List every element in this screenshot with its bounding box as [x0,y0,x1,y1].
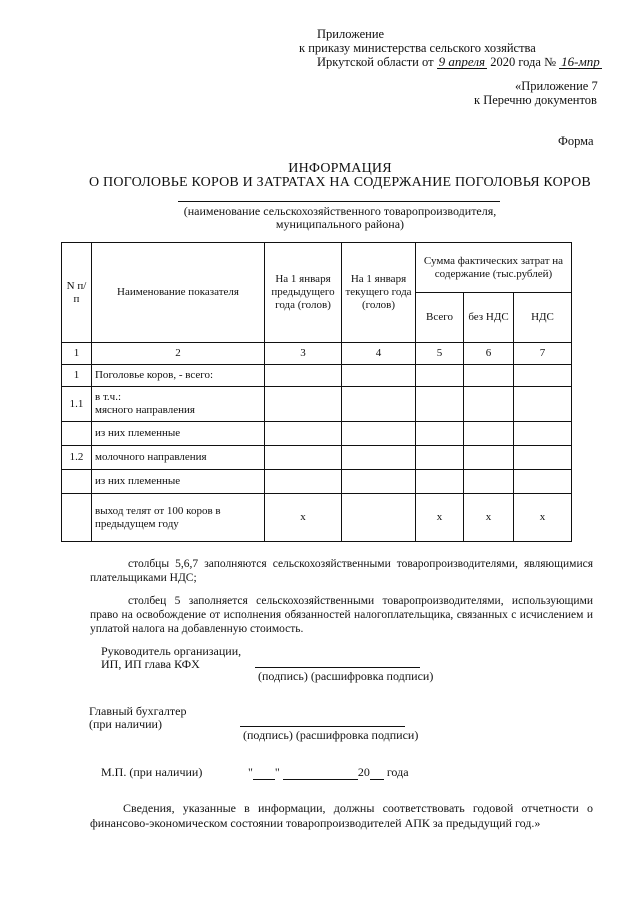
org-caption-2: муниципального района) [275,217,405,231]
cell-no-vat [464,470,514,494]
accountant-signature-caption: (подпись) (расшифровка подписи) [243,728,419,742]
header-total: Всего [416,293,464,343]
cell-no-vat [464,365,514,387]
header-vat: НДС [514,293,572,343]
row-name: из них племенные [92,470,265,494]
note-column-5: столбец 5 заполняется сельскохозяйственными товаропроизводителями, использующими право на освобождение от исполнения обязанностей налогоплательщика, связанных с исчислением и уплатой налога на добавленную стоимость. [90,595,593,635]
org-caption-1: (наименование сельскохозяйственного товаропроизводителя, [183,204,497,218]
cell-vat [514,446,572,470]
table-row [62,494,572,542]
stamp-label: М.П. (при наличии) [101,765,203,779]
col-number: 5 [416,343,464,365]
row-num: 1.2 [62,446,92,470]
appendix-list: к Перечню документов [474,93,597,107]
header-name: Наименование показателя [92,243,265,343]
row-name: молочного направления [92,446,265,470]
cell-total [416,446,464,470]
row-name-prefix: в т.ч.: [95,391,122,403]
row-num [62,470,92,494]
col-number: 7 [514,343,572,365]
cell-cur-year [342,422,416,446]
cell-cur-year [342,494,416,542]
cell-vat [514,422,572,446]
cell-total [416,422,464,446]
column-numbers-row [62,343,572,365]
row-num [62,494,92,542]
cell-total [416,387,464,422]
day-blank [253,765,275,780]
row-name: из них племенные [92,422,265,446]
form-label: Форма [558,134,594,148]
cell-prev-year [265,422,342,446]
cell-prev-year [265,446,342,470]
head-label-1: Руководитель организации, [101,644,242,658]
header-appendix: Приложение [317,27,385,41]
header-order: к приказу министерства сельского хозяйства [299,41,536,55]
title-info: ИНФОРМАЦИЯ [288,161,392,176]
cell-cur-year [342,365,416,387]
row-num: 1 [62,365,92,387]
row-name: Поголовье коров, - всего: [92,365,265,387]
cell-cur-year [342,387,416,422]
handwritten-number: 16-мпр [561,54,600,69]
year-suffix: года [386,765,409,779]
header-costs: Сумма фактических затрат на содержание (тыс.рублей) [416,243,572,293]
table-row [62,446,572,470]
cell-total [416,470,464,494]
cell-no-vat [464,446,514,470]
head-signature-caption: (подпись) (расшифровка подписи) [258,669,434,683]
org-name-line [178,201,500,202]
header-cur-year: На 1 января текущего года (голов) [342,243,416,343]
title-subtitle: О ПОГОЛОВЬЕ КОРОВ И ЗАТРАТАХ НА СОДЕРЖАНИЕ ПОГОЛОВЬЯ КОРОВ [89,175,591,190]
table-row [62,365,572,387]
table-row [62,422,572,446]
cell-total: x [416,494,464,542]
appendix-7: «Приложение 7 [515,79,598,93]
header-no-vat: без НДС [464,293,514,343]
month-blank [283,765,358,780]
cell-vat [514,470,572,494]
cell-vat: x [514,494,572,542]
cell-cur-year [342,470,416,494]
handwritten-date: 9 апреля [438,54,486,69]
date-blank [248,765,409,780]
table-row [62,470,572,494]
year-prefix: 20 [357,765,370,779]
footer-statement: Сведения, указанные в информации, должны соответствовать годовой отчетности о финансово-экономическом состоянии товаропроизводителей АПК за предыдущий год.» [90,801,593,830]
cell-prev-year [265,387,342,422]
head-label-2: ИП, ИП глава КФХ [101,657,200,671]
cell-vat [514,387,572,422]
accountant-signature-line [240,726,405,727]
col-number: 3 [265,343,342,365]
cell-no-vat [464,422,514,446]
header-region: Иркутской области от [317,55,434,69]
accountant-label-2: (при наличии) [89,717,162,731]
year-blank [370,765,384,780]
header-prev-year: На 1 января предыдущего года (голов) [265,243,342,343]
col-number: 6 [464,343,514,365]
col-number: 4 [342,343,416,365]
cell-vat [514,365,572,387]
cell-no-vat [464,387,514,422]
date-quote-open: " [248,765,253,779]
head-signature-line [255,667,420,668]
row-name: выход телят от 100 коров в предыдущем году [92,494,265,542]
cell-cur-year [342,446,416,470]
row-name [92,387,265,422]
header-num: N п/п [62,243,92,343]
table-row [62,387,572,422]
col-number: 1 [62,343,92,365]
cell-prev-year [265,470,342,494]
header-year: 2020 года № [490,55,557,69]
cell-total [416,365,464,387]
col-number: 2 [92,343,265,365]
date-quote-close: " [274,765,280,779]
header-date-line [317,55,602,70]
note-columns-567: столбцы 5,6,7 заполняются сельскохозяйственными товаропроизводителями, являющимися плательщиками НДС; [90,558,593,584]
cell-no-vat: x [464,494,514,542]
cows-table [61,242,572,542]
row-name-main: мясного направления [95,404,195,416]
row-num: 1.1 [62,387,92,422]
cell-prev-year: x [265,494,342,542]
cell-prev-year [265,365,342,387]
accountant-label-1: Главный бухгалтер [89,704,187,718]
row-num [62,422,92,446]
